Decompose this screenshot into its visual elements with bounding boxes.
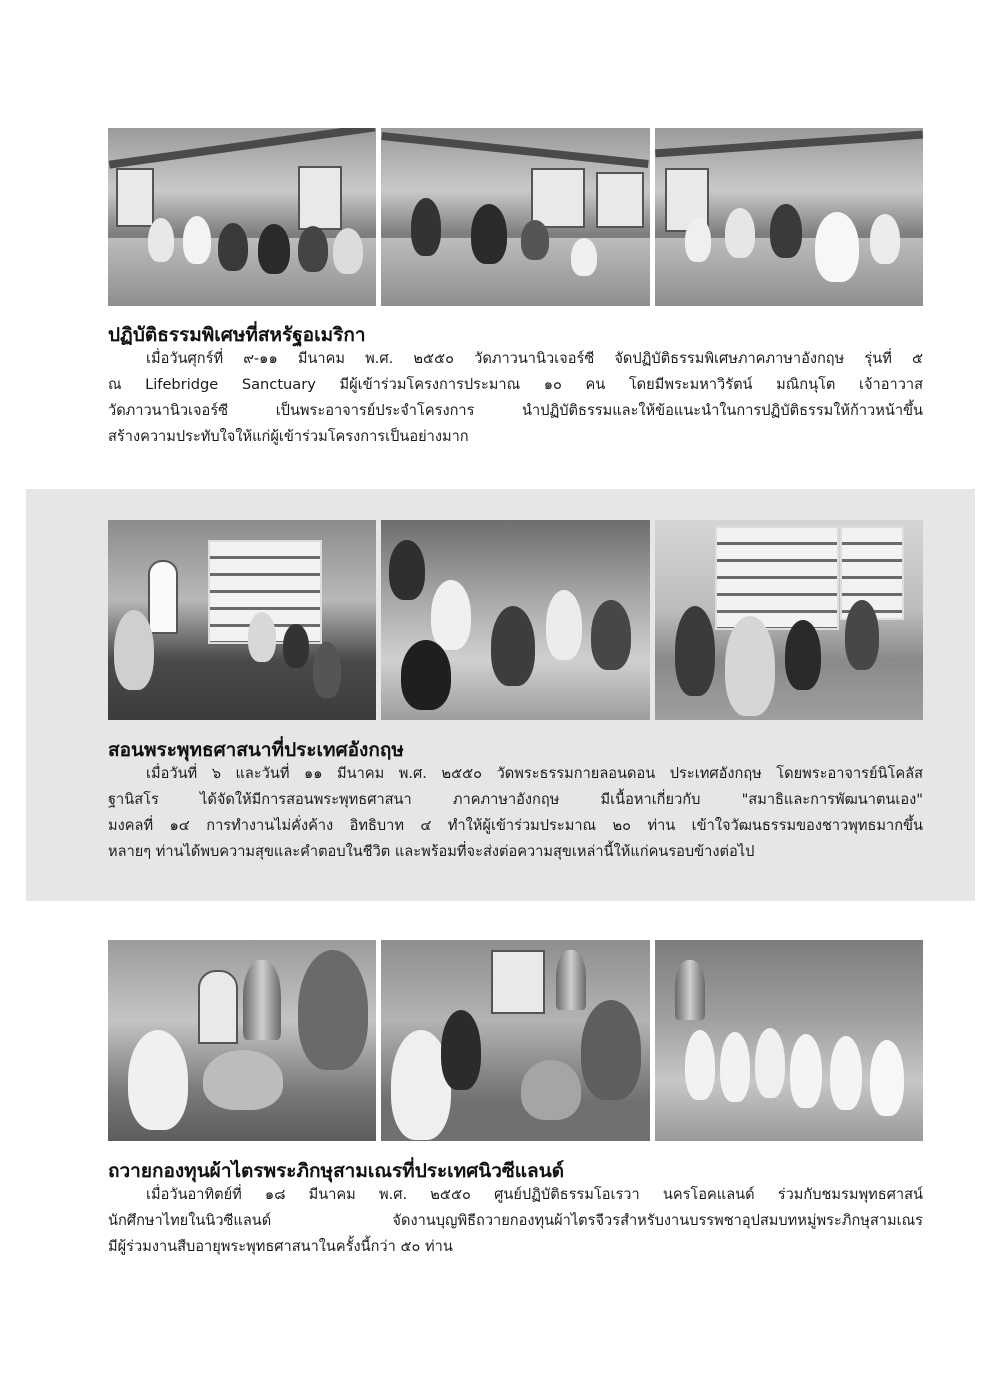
body-line: สร้างความประทับใจให้แก่ผู้เข้าร่วมโครงการเป็นอย่างมาก	[108, 428, 469, 445]
section-usa-retreat	[0, 0, 1000, 480]
body-line: มงคลที่ ๑๔ การทำงานไม่คั่งค้าง อิทธิบาท ๔ ทำให้ผู้เข้าร่วมประมาณ ๒๐ ท่าน เข้าใจวัฒนธรรมของชาวพุทธมากขึ้น	[108, 817, 923, 834]
photo-row-england	[108, 520, 923, 720]
body-line: เมื่อวันที่ ๖ และวันที่ ๑๑ มีนาคม พ.ศ. ๒๕๕๐ วัดพระธรรมกายลอนดอน ประเทศอังกฤษ โดยพระอาจารย์นิโคลัส	[146, 765, 923, 782]
section-body	[108, 1182, 923, 1260]
body-line: เมื่อวันอาทิตย์ที่ ๑๘ มีนาคม พ.ศ. ๒๕๕๐ ศูนย์ปฏิบัติธรรมโอเรวา นครโอคแลนด์ ร่วมกับชมรมพุทธศาสน์	[146, 1186, 923, 1203]
photo-students-listening	[655, 520, 923, 720]
body-line: มีผู้ร่วมงานสืบอายุพระพุทธศาสนาในครั้งนี้กว่า ๕๐ ท่าน	[108, 1238, 453, 1255]
photo-students-seated	[381, 520, 649, 720]
body-line: วัดภาวนานิวเจอร์ซี เป็นพระอาจารย์ประจำโครงการ นำปฏิบัติธรรมและให้ข้อแนะนำในการปฏิบัติธรรมให้ก้าวหน้าขึ้น	[108, 402, 923, 419]
section-body	[108, 346, 923, 450]
photo-meditation-hall-chairs	[381, 128, 649, 306]
section-england-teaching	[26, 489, 975, 901]
section-title: ถวายกองทุนผ้าไตรพระภิกษุสามเณรที่ประเทศนิวซีแลนด์	[108, 1160, 565, 1182]
photo-group-white-clothes	[655, 940, 923, 1141]
photo-meditation-hall-eyes-closed	[655, 128, 923, 306]
body-line: ณ Lifebridge Sanctuary มีผู้เข้าร่วมโครงการประมาณ ๑๐ คน โดยมีพระมหาวิรัตน์ มณิกนุโต เจ้าอาวาส	[108, 376, 923, 393]
body-line: ฐานิสโร ได้จัดให้มีการสอนพระพุทธศาสนา ภาคภาษาอังกฤษ มีเนื้อหาเกี่ยวกับ "สมาธิและการพัฒนาตนเอง"	[108, 791, 923, 808]
photo-meditation-hall-group	[108, 128, 376, 306]
photo-children-offering-robes	[381, 940, 649, 1141]
body-line: หลายๆ ท่านได้พบความสุขและคำตอบในชีวิต และพร้อมที่จะส่งต่อความสุขเหล่านี้ให้แก่คนรอบข้างต่อไป	[108, 843, 755, 860]
photo-monk-receiving-offering	[108, 940, 376, 1141]
photo-row-new-zealand	[108, 940, 923, 1141]
section-new-zealand-offering	[0, 930, 1000, 1290]
section-title: สอนพระพุทธศาสนาที่ประเทศอังกฤษ	[108, 739, 404, 761]
photo-row-usa	[108, 128, 923, 306]
body-line: นักศึกษาไทยในนิวซีแลนด์ จัดงานบุญพิธีถวายกองทุนผ้าไตรจีวรสำหรับงานบรรพชาอุปสมบทหมู่พระภิกษุสามเณร	[108, 1212, 923, 1229]
section-body	[108, 761, 923, 865]
section-title: ปฏิบัติธรรมพิเศษที่สหรัฐอเมริกา	[108, 324, 366, 346]
photo-teacher-speaking	[108, 520, 376, 720]
body-line: เมื่อวันศุกร์ที่ ๙-๑๑ มีนาคม พ.ศ. ๒๕๕๐ วัดภาวนานิวเจอร์ซี จัดปฏิบัติธรรมพิเศษภาคภาษาอังกฤษ รุ่นที่ ๕	[146, 350, 923, 367]
